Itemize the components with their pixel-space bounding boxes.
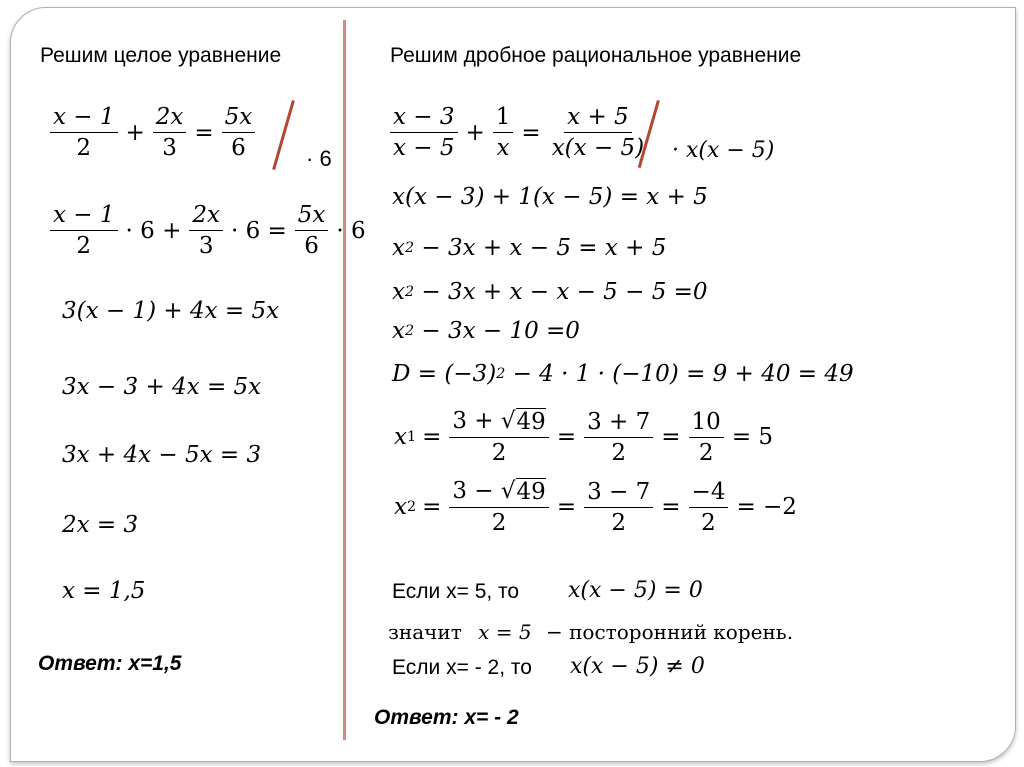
left-equation-2 [48,202,366,260]
term: 3 − [452,478,501,504]
frac-den: 3 [162,135,177,162]
term: x [394,494,407,521]
frac-den: 2 [698,439,714,466]
left-step-1: 3(x − 1) + 4x = 5x [62,298,280,324]
left-multiplier: · 6 [306,146,332,171]
frac-num: x − 1 [50,202,118,231]
sqrt-sign: √ 49 [500,408,546,435]
term: − 4 · 1 · (−10) = 9 + 40 = 49 [505,361,854,387]
right-step-4: x 2 − 3x − 10 =0 [392,318,580,344]
plus-sign: + [125,119,145,146]
result: = −2 [736,494,797,521]
plus-sign: + [465,119,485,146]
left-step-3: 3x + 4x − 5x = 3 [62,442,262,468]
radicand: 49 [516,479,546,505]
left-equation-1 [48,104,257,162]
frac-den: 2 [611,509,626,536]
equals-sign: = [422,494,442,521]
frac-num: −4 [689,479,729,508]
frac-num: 3 − 7 [584,479,653,508]
frac-den: x − 5 [393,135,455,162]
right-equation-1 [388,104,649,162]
term: − 3x + x − x − 5 − 5 =0 [414,279,708,305]
equals-sign: = [194,119,214,146]
frac-num: 5x [295,202,329,231]
root-x1: x 1 = 3 + √ 49 2 = $\frac{3 + 7}{2}$ = $\frac{10}{2}$ = 5 [394,408,774,467]
right-step-1: x(x − 3) + 1(x − 5) = x + 5 [392,184,708,210]
left-step-2: 3x − 3 + 4x = 5x [62,374,262,400]
frac-num: x − 1 [50,104,118,133]
left-step-4: 2x = 3 [62,512,139,538]
left-step-5: x = 1,5 [62,578,146,604]
frac-num: 1 [493,104,514,133]
frac-num: 2x [153,104,187,133]
equals-sign: = [521,119,541,146]
multiply-term: · 6 [336,217,366,244]
frac-num: 2x [189,202,223,231]
equals-sign: = [661,424,681,451]
right-heading: Решим дробное рациональное уравнение [390,44,802,67]
frac-den: 2 [76,135,92,162]
frac-den: 2 [491,510,507,537]
equals-sign: = [556,424,577,451]
equals-sign: = [422,424,442,451]
frac-den: 3 [198,233,214,260]
frac-den: 2 [76,233,92,260]
check-1-expr: x(x − 5) = 0 [568,578,703,603]
multiply-term: · 6 = [230,217,287,244]
term: x [394,424,407,451]
frac-num: 5x [222,104,256,133]
discriminant: D = (−3) 2 − 4 · 1 · (−10) = 9 + 40 = 49 [392,361,854,387]
check-1-text: Если х= 5, то [392,580,520,603]
frac-den: 6 [231,135,246,162]
result: = 5 [731,424,774,451]
right-multiplier: · x(x − 5) [672,138,775,163]
column-divider [343,20,346,740]
frac-num: 3 + 7 [584,409,653,438]
conclusion [388,620,793,644]
term: x [392,279,405,305]
frac-den: 2 [701,509,716,536]
frac-den: 2 [611,439,626,466]
equals-sign: = [556,494,577,521]
term: − 3x + x − 5 = x + 5 [414,235,667,261]
frac-num: x − 3 [390,104,458,133]
equals-sign: = [661,494,681,521]
left-answer: Ответ: х=1,5 [38,652,182,675]
sqrt-sign: √ 49 [500,478,546,505]
frac-num: x + 5 [564,104,632,133]
term: D = (−3) [392,361,497,387]
left-heading: Решим целое уравнение [40,44,282,67]
conclusion-text: − посторонний корень. [545,620,794,644]
right-answer: Ответ: х= - 2 [374,706,519,729]
radicand: 49 [516,409,546,435]
frac-den: 2 [491,440,507,467]
conclusion-expr: x = 5 [478,620,532,644]
multiply-term: · 6 + [125,217,182,244]
term: x [392,318,405,344]
term: 3 + [452,408,501,434]
conclusion-word: значит [388,620,462,644]
check-2-text: Если х= - 2, то [392,656,532,679]
right-step-3: x 2 − 3x + x − x − 5 − 5 =0 [392,279,708,305]
frac-den: x(x − 5) [551,135,645,162]
frac-den: 6 [304,233,319,260]
term: − 3x − 10 =0 [414,318,580,344]
root-x2: x 2 = 3 − √ 49 2 = $\frac{3 - 7}{2}$ = $\frac{-4}{2}$ = −2 [394,478,797,537]
check-2-expr: x(x − 5) ≠ 0 [570,654,705,679]
right-step-2: x 2 − 3x + x − 5 = x + 5 [392,235,667,261]
frac-num: 10 [689,409,724,438]
frac-den: x [496,135,510,162]
term: x [392,235,405,261]
